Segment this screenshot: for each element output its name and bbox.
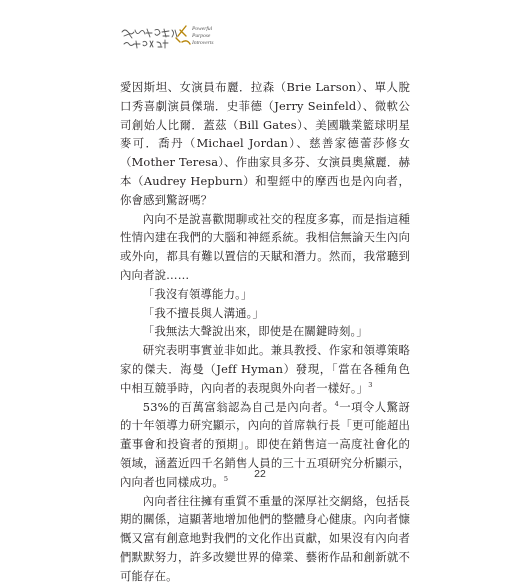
paragraph-research-text: 研究表明事實並非如此。兼具教授、作家和領導策略家的傑夫．海曼（Jeff Hyman）發現，「當在各種角色中相互競爭時，內向者的表現與外向者一樣好。」 <box>120 343 410 395</box>
paragraph-introversion-definition: 內向不是說喜歡閒聊或社交的程度多寡，而是指這種性情內建在我們的大腦和神經系統。我相信無論天生內向或外向，都具有難以置信的天賦和潛力。然而，我常聽到內向者說…… <box>120 211 410 282</box>
paragraph-millionaires-text-1: 53%的百萬富翁認為自己是內向者。 <box>142 399 335 414</box>
svg-text:Purpose: Purpose <box>192 33 211 39</box>
footnote-marker: 4 <box>334 399 339 408</box>
quote-speak-up: 「我無法大聲說出來，即使是在關鍵時刻。」 <box>142 324 368 339</box>
svg-text:Powerful: Powerful <box>192 26 213 32</box>
book-title-logo-icon <box>120 20 230 54</box>
footnote-marker: 5 <box>223 474 229 483</box>
body-text <box>120 78 410 586</box>
footnote-marker: 3 <box>368 380 373 389</box>
header-logo <box>120 20 230 54</box>
paragraph-social-networks: 內向者往往擁有重質不重量的深厚社交網絡，包括長期的關係，這顯著地增加他們的整體身心健康。內向者慷慨又富有創意地對我們的文化作出貢獻，如果沒有內向者們默默努力，許多改變世界的偉業、藝術作品和創新就不可能存在。 <box>120 493 410 583</box>
paragraph-millionaires-text-2: 一項令人驚訝的十年領導力研究顯示，內向的首席執行長「更可能超出董事會和投資者的預期」。即使在銷售這一高度社會化的領域，涵蓋近四千名銷售人員的三十五項研究分析顯示，內向者也同樣成功。 <box>120 399 411 489</box>
page-number: 22 <box>254 468 266 480</box>
svg-text:Introverts: Introverts <box>192 40 214 46</box>
paragraph-research <box>120 341 410 397</box>
quote-communication: 「我不擅長與人溝通。」 <box>142 305 265 320</box>
quote-leadership: 「我沒有領導能力。」 <box>142 286 253 301</box>
paragraph-famous-introverts: 愛因斯坦、女演員布麗．拉森（Brie Larson）、單人脫口秀喜劇演員傑瑞．史菲德（Jerry Seinfeld）、微軟公司創始人比爾．蓋茲（Bill Gates）、美國職業籃球明星麥可．喬丹（Michael Jordan）、慈善家德蕾莎修女（Mother Teresa）、作曲家貝多芬、女演員奧黛麗．赫本（Audrey Hepburn）和聖經中的摩西也是內向者，你會感到驚訝嗎？ <box>120 80 410 207</box>
